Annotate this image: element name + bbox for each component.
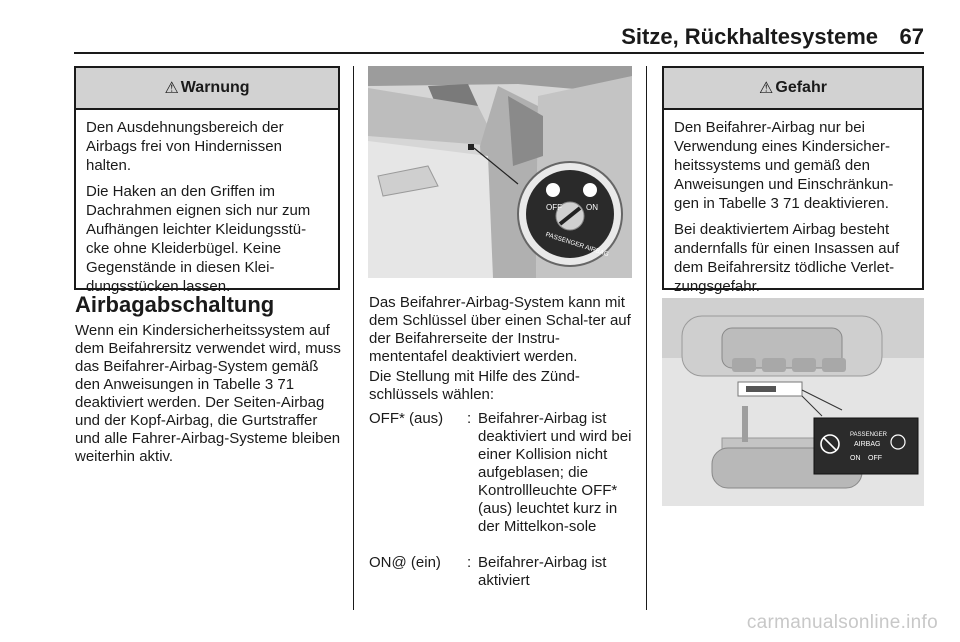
- warning-box-body: [76, 110, 338, 309]
- middle-paragraph-2: Die Stellung mit Hilfe des Zünd-schlüssels wählen:: [369, 368, 580, 403]
- warning-title: Warnung: [180, 79, 250, 96]
- danger-box: [662, 66, 924, 295]
- column-divider-right: [646, 66, 647, 610]
- watermark: carmanualsonline.info: [746, 612, 938, 633]
- indicator-airbag-label: AIRBAG: [854, 441, 881, 448]
- header-rule: [74, 52, 924, 54]
- warning-box-header: [76, 68, 338, 110]
- indicator-off-label: OFF: [868, 455, 882, 462]
- table-row: [369, 554, 639, 594]
- danger-box-header: [664, 68, 922, 110]
- danger-paragraph: Den Beifahrer-Airbag nur bei Verwendung eines Kindersicher-heitssystems und gemäß den Anweisungen und Einschränkun-gen in Tabelle 3 71 deaktivieren.: [674, 119, 894, 212]
- indicator-passenger-label: PASSENGER: [850, 432, 887, 438]
- header-title: Sitze, Rückhaltesysteme: [621, 24, 878, 49]
- overhead-indicator-illustration: [662, 298, 924, 506]
- section-heading: Airbagabschaltung: [75, 292, 275, 317]
- middle-paragraph-1: Das Beifahrer-Airbag-System kann mit dem Schlüssel über einen Schal-ter auf der Beifahrerseite der Instru-mententafel deaktiviert werden.: [369, 294, 631, 365]
- table-key: ON@ (ein): [369, 554, 441, 571]
- table-value: Beifahrer-Airbag ist deaktiviert und wird bei einer Kollision nicht aufgeblasen; die Kontrollleuchte OFF* (aus) leuchtet kurz in der Mittelkon-sole: [478, 410, 632, 535]
- table-colon: :: [467, 554, 472, 571]
- table-row: [369, 410, 639, 550]
- switch-off-label: OFF: [546, 203, 562, 212]
- indicator-on-label: ON: [850, 455, 861, 462]
- passenger-airbag-label: PASSENGER AIRBAG: [544, 231, 610, 259]
- table-value: Beifahrer-Airbag ist aktiviert: [478, 554, 607, 589]
- warning-box: [74, 66, 340, 295]
- table-key: OFF* (aus): [369, 410, 444, 427]
- section-body: Wenn ein Kindersicherheitssystem auf dem Beifahrersitz verwendet wird, muss das Beifahrer-Airbag-System gemäß den Anweisungen in Tabelle 3 71 deaktiviert werden. Der Seiten-Airbag und der Kopf-Airbag, die Gurtstraffer und alle Fahrer-Airbag-Systeme bleiben weiterhin aktiv.: [75, 322, 341, 465]
- column-divider-left: [353, 66, 354, 610]
- danger-triangle-icon: ⚠: [759, 80, 774, 97]
- page-number: 67: [899, 24, 924, 49]
- warning-paragraph: Die Haken an den Griffen im Dachrahmen eignen sich nur zum Aufhängen leichter Kleidungsstü-cke ohne Kleiderbügel. Keine Gegenstände in diesen Klei-dungsstücken lassen.: [86, 183, 311, 295]
- airbag-switch-illustration: [368, 66, 632, 278]
- overhead-console-drawing: [662, 298, 924, 506]
- table-colon: :: [467, 410, 472, 427]
- switch-on-label: ON: [586, 203, 598, 212]
- warning-triangle-icon: ⚠: [164, 80, 179, 97]
- danger-box-body: [664, 110, 922, 309]
- danger-paragraph: Bei deaktiviertem Airbag besteht andernfalls für einen Insassen auf dem Beifahrersitz tödliche Verlet-zungsgefahr.: [674, 221, 900, 295]
- warning-paragraph: Den Ausdehnungsbereich der Airbags frei von Hindernissen halten.: [86, 119, 284, 174]
- danger-title: Gefahr: [775, 79, 827, 96]
- car-interior-drawing: [368, 66, 632, 278]
